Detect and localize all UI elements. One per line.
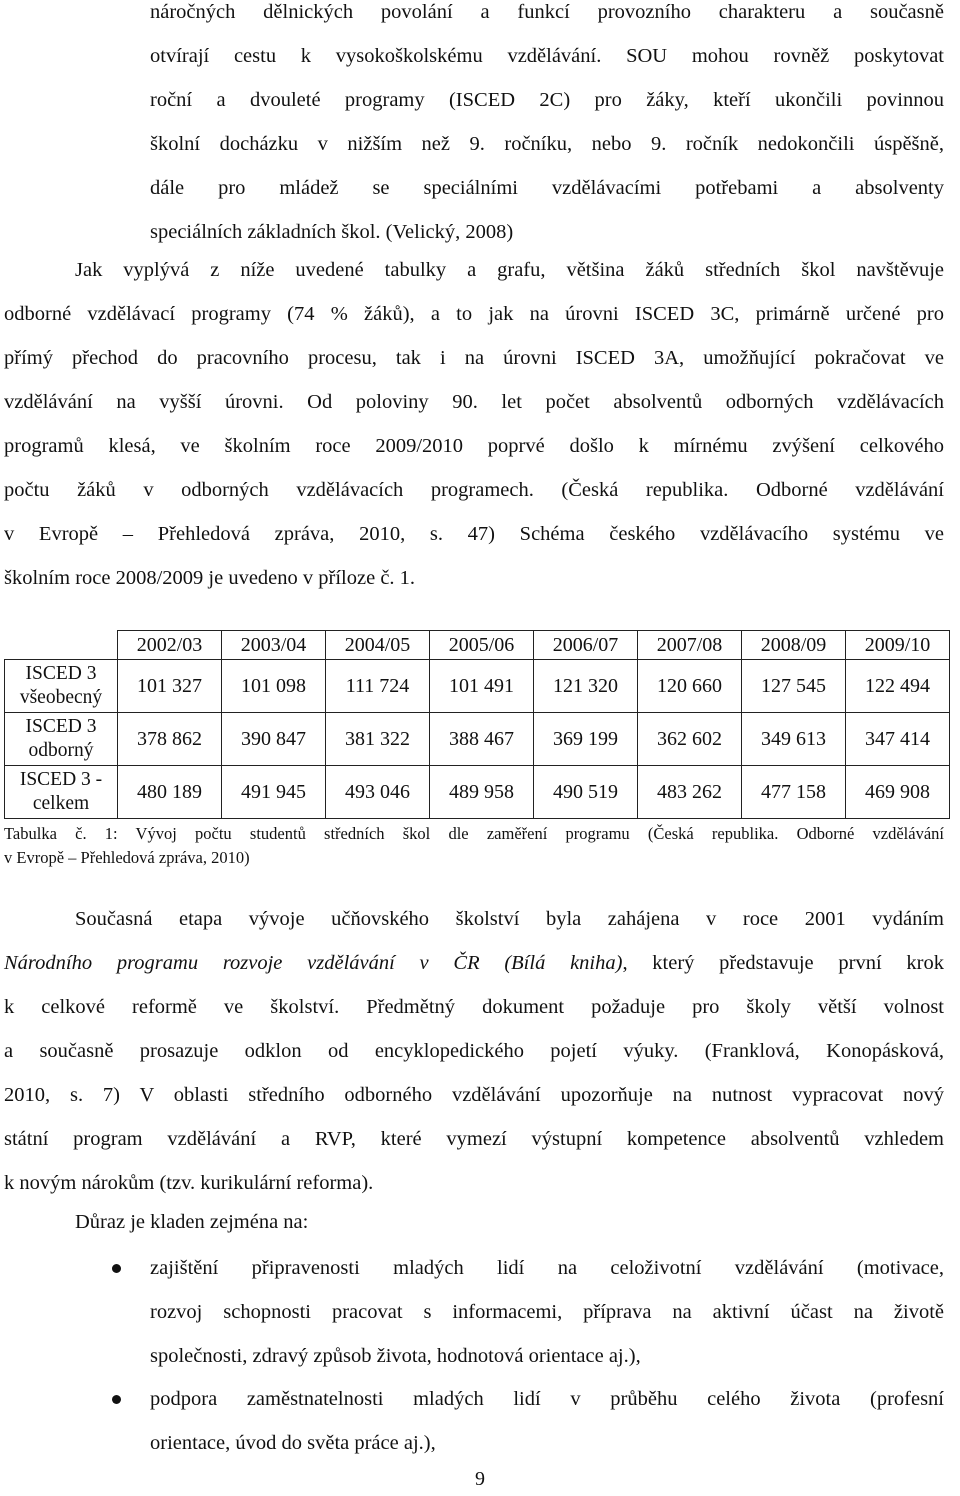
- paragraph-reform: [4, 897, 944, 1205]
- table-header-cell: 2005/06: [430, 631, 534, 660]
- table-header-cell: 2002/03: [118, 631, 222, 660]
- text-line: přímý přechod do pracovního procesu, tak i na úrovni ISCED 3A, umožňující pokračovat ve: [4, 347, 944, 369]
- table-cell: 362 602: [638, 713, 742, 766]
- text-line: odborné vzdělávací programy (74 % žáků), a to jak na úrovni ISCED 3C, primárně určené pro: [4, 303, 944, 325]
- text-line: náročných dělnických povolání a funkcí provozního charakteru a současně: [150, 1, 944, 23]
- table-cell: 381 322: [326, 713, 430, 766]
- text-line: zajištění připravenosti mladých lidí na celoživotní vzdělávání (motivace,: [150, 1257, 944, 1279]
- text-line: školní docházku v nižším než 9. ročníku, nebo 9. ročník nedokončili úspěšně,: [150, 133, 944, 155]
- text-line: orientace, úvod do světa práce aj.),: [150, 1432, 436, 1454]
- text-line: vzdělávání na vyšší úrovni. Od poloviny 90. let počet absolventů odborných vzdělávacích: [4, 391, 944, 413]
- text-line: počtu žáků v odborných vzdělávacích programech. (Česká republika. Odborné vzdělávání: [4, 479, 944, 501]
- table-cell: 120 660: [638, 660, 742, 713]
- table-header-cell: 2004/05: [326, 631, 430, 660]
- text-line: otvírají cestu k vysokoškolskému vzdělávání. SOU mohou rovněž poskytovat: [150, 45, 944, 67]
- text-line: společnosti, zdravý způsob života, hodnotová orientace aj.),: [150, 1345, 641, 1367]
- table-cell: 493 046: [326, 766, 430, 819]
- text-line: a současně prosazuje odklon od encyklopedického pojetí výuky. (Franklová, Konopásková,: [4, 1040, 944, 1062]
- table-header-cell: 2008/09: [742, 631, 846, 660]
- caption-line: Tabulka č. 1: Vývoj počtu studentů středních škol dle zaměření programu (Česká republika. Odborné vzdělávání: [4, 824, 944, 843]
- text-line: Současná etapa vývoje učňovského školství byla zahájena v roce 2001 vydáním: [75, 908, 944, 930]
- table-cell: 122 494: [846, 660, 950, 713]
- table-cell: 390 847: [222, 713, 326, 766]
- table-cell: 127 545: [742, 660, 846, 713]
- caption-line: v Evropě – Přehledová zpráva, 2010): [4, 848, 250, 867]
- table-cell: 347 414: [846, 713, 950, 766]
- table-row: [5, 766, 950, 819]
- table-caption: [4, 822, 944, 870]
- paragraph-continuation: [150, 0, 944, 254]
- table-cell: 101 098: [222, 660, 326, 713]
- text-line: Národního programu rozvoje vzdělávání v ČR (Bílá kniha), který představuje první krok: [4, 952, 944, 974]
- table-header-row: [5, 631, 950, 660]
- table-cell: 469 908: [846, 766, 950, 819]
- table-row: [5, 713, 950, 766]
- table-cell: 491 945: [222, 766, 326, 819]
- table-cell: 121 320: [534, 660, 638, 713]
- italic-title: Národního programu rozvoje vzdělávání v ČR (Bílá kniha): [4, 952, 623, 974]
- table-header-cell: 2007/08: [638, 631, 742, 660]
- paragraph-students: [4, 248, 944, 600]
- text-line: školním roce 2008/2009 je uvedeno v příloze č. 1.: [4, 567, 416, 589]
- text-line: speciálních základních škol. (Velický, 2008): [150, 221, 514, 243]
- text-line: roční a dvouleté programy (ISCED 2C) pro žáky, kteří ukončili povinnou: [150, 89, 944, 111]
- table-header-cell: 2006/07: [534, 631, 638, 660]
- table-header-cell: 2003/04: [222, 631, 326, 660]
- text-line: k novým nárokům (tzv. kurikulární reforma).: [4, 1172, 374, 1194]
- page-number: 9: [475, 1468, 485, 1490]
- table-cell: 489 958: [430, 766, 534, 819]
- table-row-label: ISCED 3 odborný: [5, 713, 118, 766]
- bullet-item-1: [150, 1246, 944, 1378]
- table-row-label: ISCED 3 všeobecný: [5, 660, 118, 713]
- table-header-cell: 2009/10: [846, 631, 950, 660]
- text-line: v Evropě – Přehledová zpráva, 2010, s. 47) Schéma českého vzdělávacího systému ve: [4, 523, 944, 545]
- table-cell: 378 862: [118, 713, 222, 766]
- text-line: 2010, s. 7) V oblasti středního odborného vzdělávání upozorňuje na nutnost vypracovat nový: [4, 1084, 944, 1106]
- table-cell: 349 613: [742, 713, 846, 766]
- table-corner-cell: [5, 631, 118, 660]
- table-cell: 388 467: [430, 713, 534, 766]
- bullet-dot-icon: [112, 1395, 121, 1404]
- table-cell: 490 519: [534, 766, 638, 819]
- bullet-dot-icon: [112, 1264, 121, 1273]
- table-cell: 101 327: [118, 660, 222, 713]
- table-cell: 369 199: [534, 713, 638, 766]
- table-cell: 483 262: [638, 766, 742, 819]
- table-row-label: ISCED 3 - celkem: [5, 766, 118, 819]
- text-line: programů klesá, ve školním roce 2009/2010 poprvé došlo k mírnému zvýšení celkového: [4, 435, 944, 457]
- text-line: dále pro mládež se speciálními vzdělávacími potřebami a absolventy: [150, 177, 944, 199]
- text-line: rozvoj schopnosti pracovat s informacemi, příprava na aktivní účast na životě: [150, 1301, 944, 1323]
- text-line: státní program vzdělávání a RVP, které vymezí výstupní kompetence absolventů vzhledem: [4, 1128, 944, 1150]
- students-table: [4, 630, 950, 819]
- text-line: Jak vyplývá z níže uvedené tabulky a grafu, většina žáků středních škol navštěvuje: [75, 259, 944, 281]
- bullet-item-2: [150, 1377, 944, 1465]
- emphasis-intro: Důraz je kladen zejména na:: [75, 1211, 309, 1233]
- table-cell: 480 189: [118, 766, 222, 819]
- table-cell: 477 158: [742, 766, 846, 819]
- text-line: k celkové reformě ve školství. Předmětný dokument požaduje pro školy větší volnost: [4, 996, 944, 1018]
- table-cell: 111 724: [326, 660, 430, 713]
- text-line: podpora zaměstnatelnosti mladých lidí v průběhu celého života (profesní: [150, 1388, 944, 1410]
- table-row: [5, 660, 950, 713]
- table-cell: 101 491: [430, 660, 534, 713]
